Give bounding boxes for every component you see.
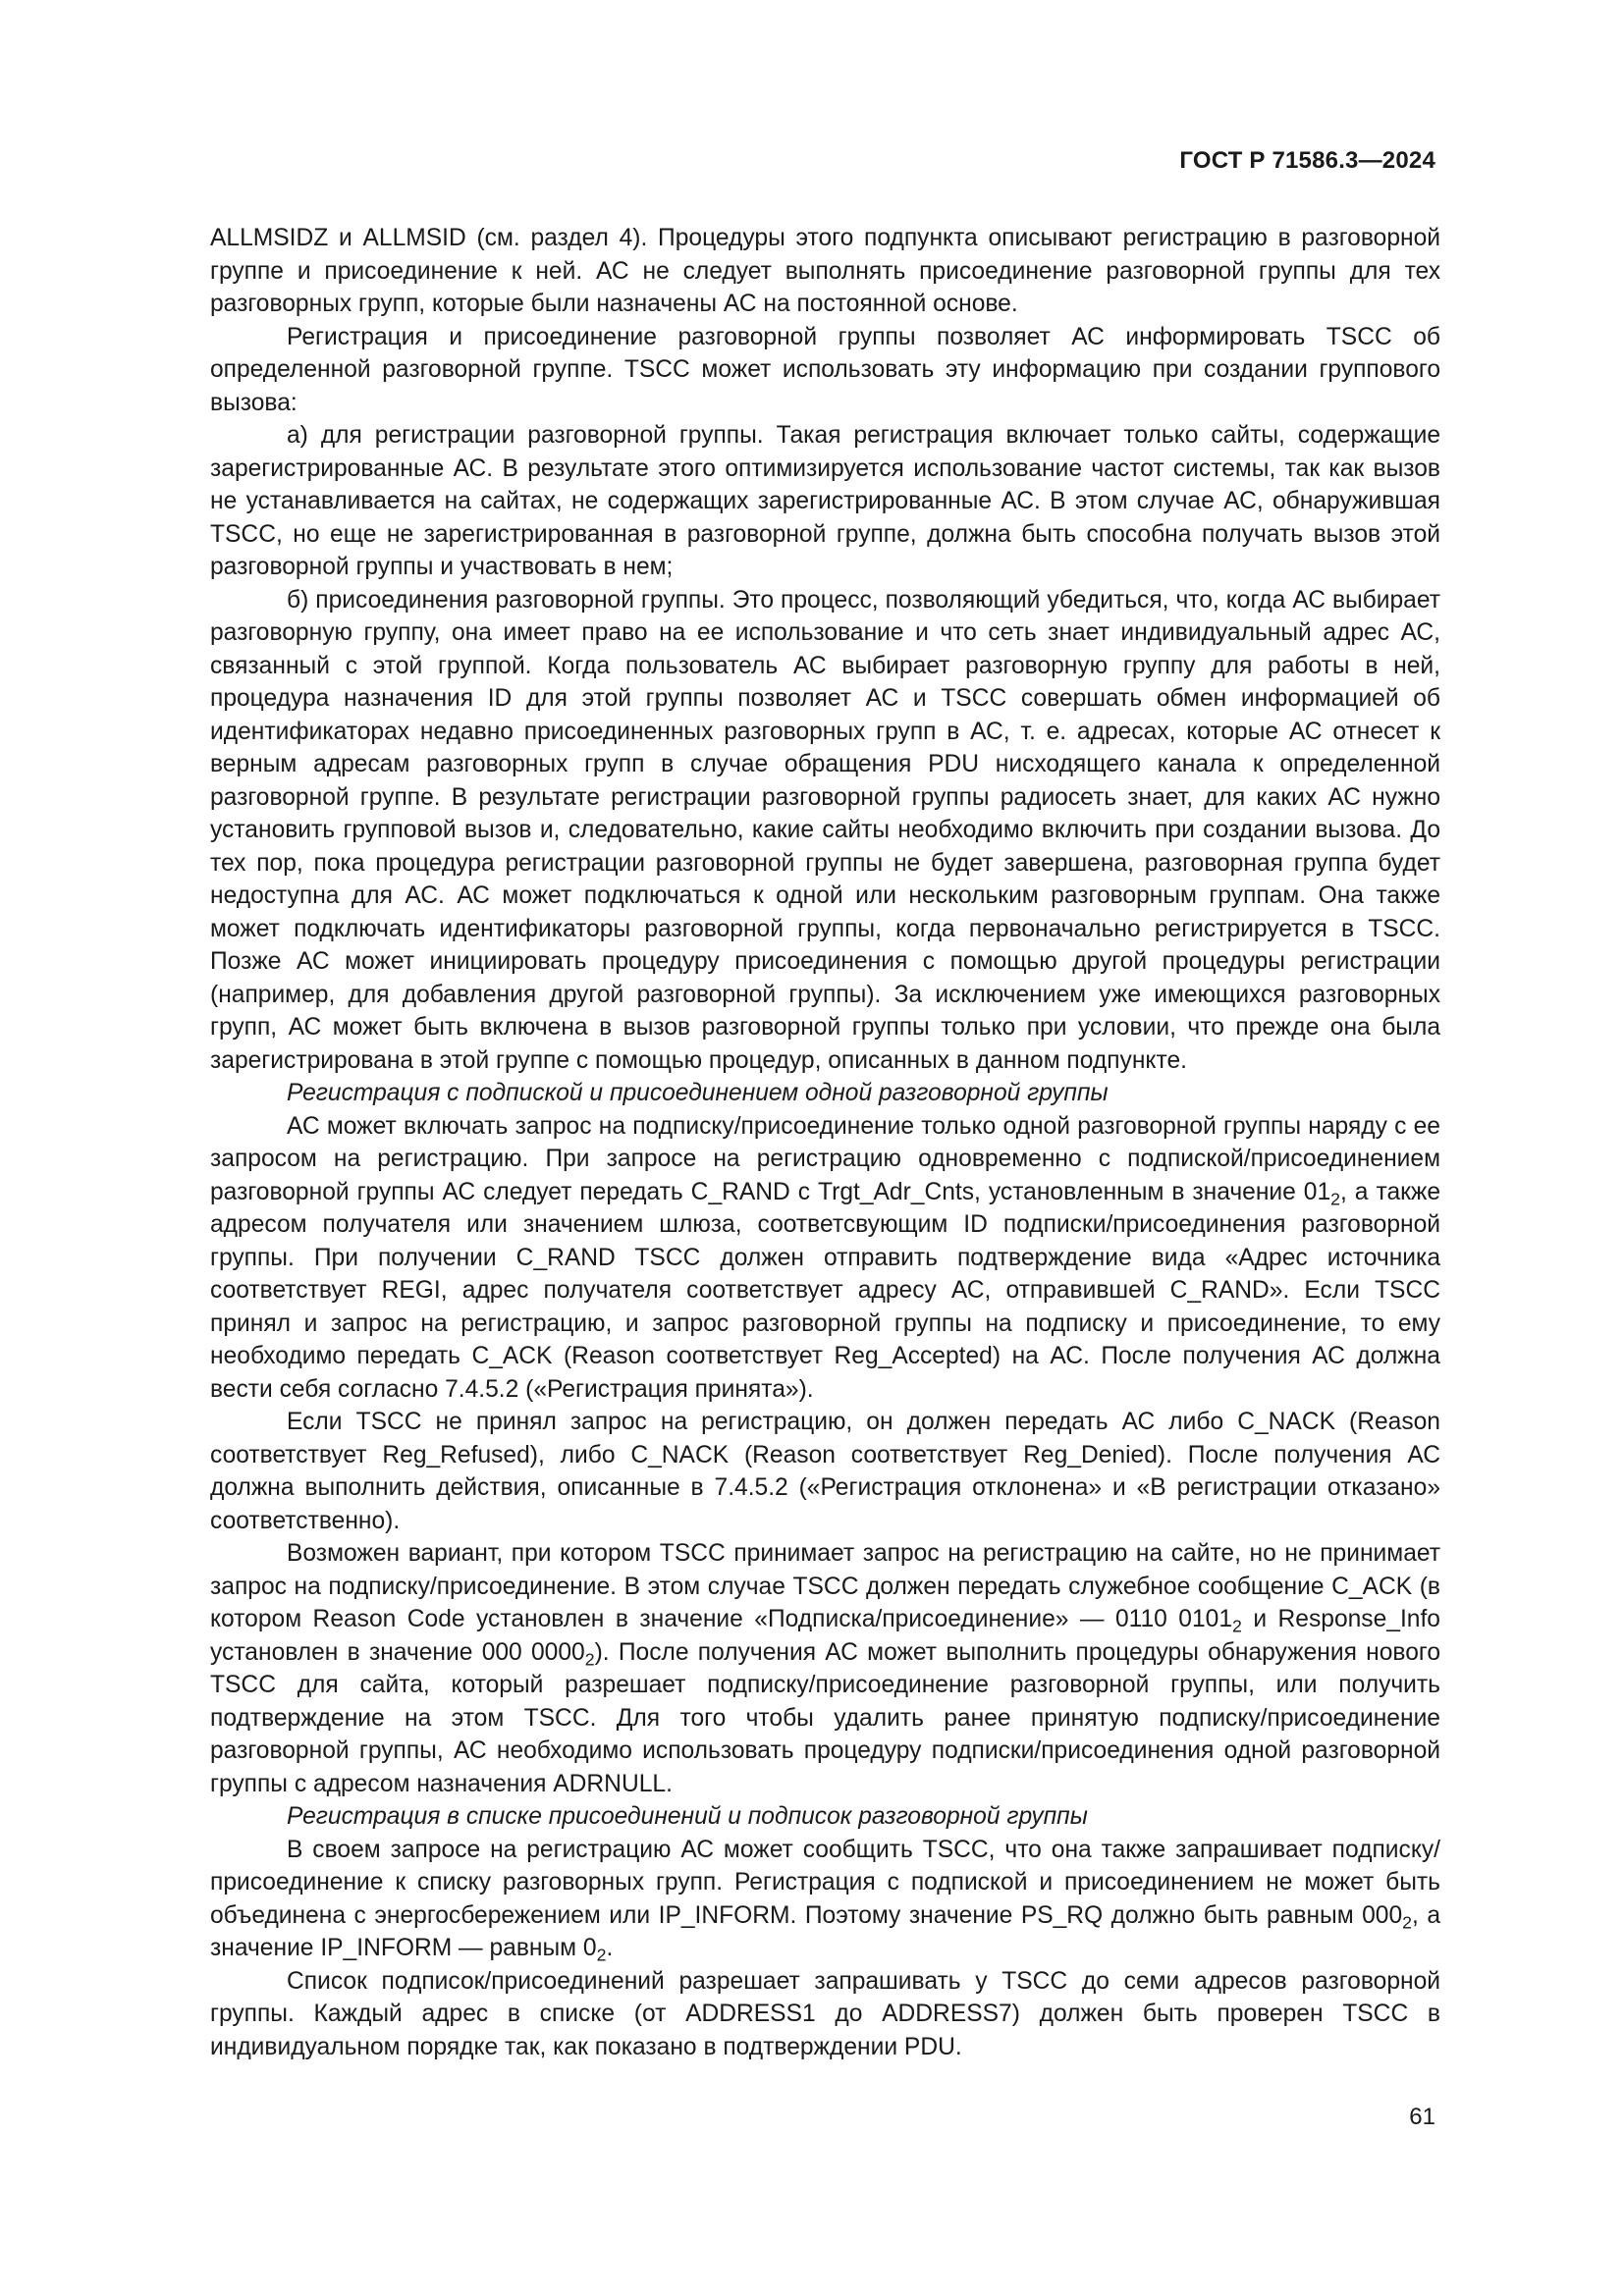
subscript: 2: [596, 1945, 607, 1965]
text-run: В своем запросе на регистрацию АС может сообщить TSCC, что она также запрашивает подписку/присоединение к списку разговорных групп. Регистрация с подпиской и присоединением не может быть объединена с энергосбережением или IP_INFORM. Поэтому значение PS_RQ должно быть равным 000: [210, 1836, 1440, 1929]
text-run: и Response_Info установлен в значение 000 0000: [210, 1606, 1440, 1666]
text-run: Возможен вариант, при котором TSCC принимает запрос на регистрацию на сайте, но не принимает запрос на подписку/присоединение. В этом случае TSCC должен передать служебное сообщение C_ACK (в котором Reason Code установлен в значение «Подписка/присоединение» — 0110 0101: [210, 1540, 1440, 1632]
subscript: 2: [584, 1649, 595, 1670]
document-body: [210, 222, 1440, 2063]
document-standard-code: ГОСТ Р 71586.3—2024: [1179, 147, 1435, 174]
text-run: ). После получения АС может выполнить процедуры обнаружения нового TSCC для сайта, который разрешает подписку/присоединение разговорной группы, или получить подтверждение на этом TSCC. Для того чтобы удалить ранее принятую подписку/присоединение разговорной группы, АС необходимо использовать процедуру подписки/присоединения одной разговорной группы с адресом назначения ADRNULL.: [210, 1638, 1440, 1797]
paragraph-group-list-request: [210, 1834, 1440, 1965]
paragraph-registration-refused: Если TSCC не принял запрос на регистрацию, он должен передать АС либо C_NACK (Reason соответствует Reg_Refused), либо C_NACK (Reason соответствует Reg_Denied). После получения АС должна выполнить действия, описанные в 7.4.5.2 («Регистрация отклонена» и «В регистрации отказано» соответственно).: [210, 1409, 1440, 1534]
subscript: 2: [1402, 1912, 1413, 1933]
paragraph-single-group-request: [210, 1110, 1440, 1407]
text-run: АС может включать запрос на подписку/присоединение только одной разговорной группы наряду с ее запросом на регистрацию. При запросе на регистрацию одновременно с подпиской/присоединением разговорной группы АС следует передать C_RAND с Trgt_Adr_Cnts, установленным в значение 01: [210, 1112, 1440, 1205]
text-run: , а также адресом получателя или значением шлюза, соответсвующим ID подписки/присоединения разговорной группы. При получении C_RAND TSCC должен отправить подтверждение вида «Адрес источника соответствует REGI, адрес получателя соответствует адресу АС, отправившей C_RAND». Если TSCC принял и запрос на регистрацию, и запрос разговорной группы на подписку и присоединение, то ему необходимо передать C_ACK (Reason соответствует Reg_Accepted) на АС. После получения АС должна вести себя согласно 7.4.5.2 («Регистрация принята»).: [210, 1178, 1441, 1403]
paragraph-item-a: а) для регистрации разговорной группы. Такая регистрация включает только сайты, содержащие зарегистрированные АС. В результате этого оптимизируется использование частот системы, так как вызов не устанавливается на сайтах, не содержащих зарегистрированные АС. В этом случае АС, обнаружившая TSCC, но еще не зарегистрированная в разговорной группе, должна быть способна получать вызов этой разговорной группы и участвовать в нем;: [210, 422, 1440, 580]
subheading-group-list: Регистрация в списке присоединений и подписок разговорной группы: [287, 1803, 1088, 1830]
text-run: .: [606, 1935, 614, 1961]
subscript: 2: [1330, 1189, 1341, 1209]
text-run: , а значение IP_INFORM — равным 0: [210, 1901, 1441, 1961]
paragraph-registration-purpose: Регистрация и присоединение разговорной группы позволяет АС информировать TSCC об определенной разговорной группе. TSCC может использовать эту информацию при создании группового вызова:: [210, 323, 1440, 416]
paragraph-intro: ALLMSIDZ и ALLMSID (см. раздел 4). Процедуры этого подпункта описывают регистрацию в разговорной группе и присоединение к ней. АС не следует выполнять присоединение разговорной группы для тех разговорных групп, которые были назначены АС на постоянной основе.: [210, 225, 1440, 317]
paragraph-group-list-addresses: Список подписок/присоединений разрешает запрашивать у TSCC до семи адресов разговорной группы. Каждый адрес в списке (от ADDRESS1 до ADDRESS7) должен быть проверен TSCC в индивидуальном порядке так, как показано в подтверждении PDU.: [210, 1967, 1440, 2060]
subscript: 2: [1232, 1616, 1242, 1636]
paragraph-subscription-not-accepted: [210, 1537, 1440, 1800]
paragraph-item-b: б) присоединения разговорной группы. Это процесс, позволяющий убедиться, что, когда АС выбирает разговорную группу, она имеет право на ее использование и что сеть знает индивидуальный адрес АС, связанный с этой группой. Когда пользователь АС выбирает разговорную группу для работы в ней, процедура назначения ID для этой группы позволяет АС и TSCC совершать обмен информацией об идентификаторах недавно присоединенных разговорных групп в АС, т. е. адресах, которые АС отнесет к верным адресам разговорных групп в случае обращения PDU нисходящего канала к определенной разговорной группе. В результате регистрации разговорной группы радиосеть знает, для каких АС нужно установить групповой вызов и, следовательно, какие сайты необходимо включить при создании вызова. До тех пор, пока процедура регистрации разговорной группы не будет завершена, разговорная группа будет недоступна для АС. АС может подключаться к одной или нескольким разговорным группам. Она также может подключать идентификаторы разговорной группы, когда первоначально регистрируется в TSCC. Позже АС может инициировать процедуру присоединения с помощью другой процедуры регистрации (например, для добавления другой разговорной группы). За исключением уже имеющихся разговорных групп, АС может быть включена в вызов разговорной группы только при условии, что прежде она была зарегистрирована в этой группе с помощью процедур, описанных в данном подпункте.: [210, 586, 1440, 1074]
subheading-single-group: Регистрация с подпиской и присоединением одной разговорной группы: [287, 1080, 1109, 1106]
page-number: 61: [1409, 2104, 1435, 2130]
